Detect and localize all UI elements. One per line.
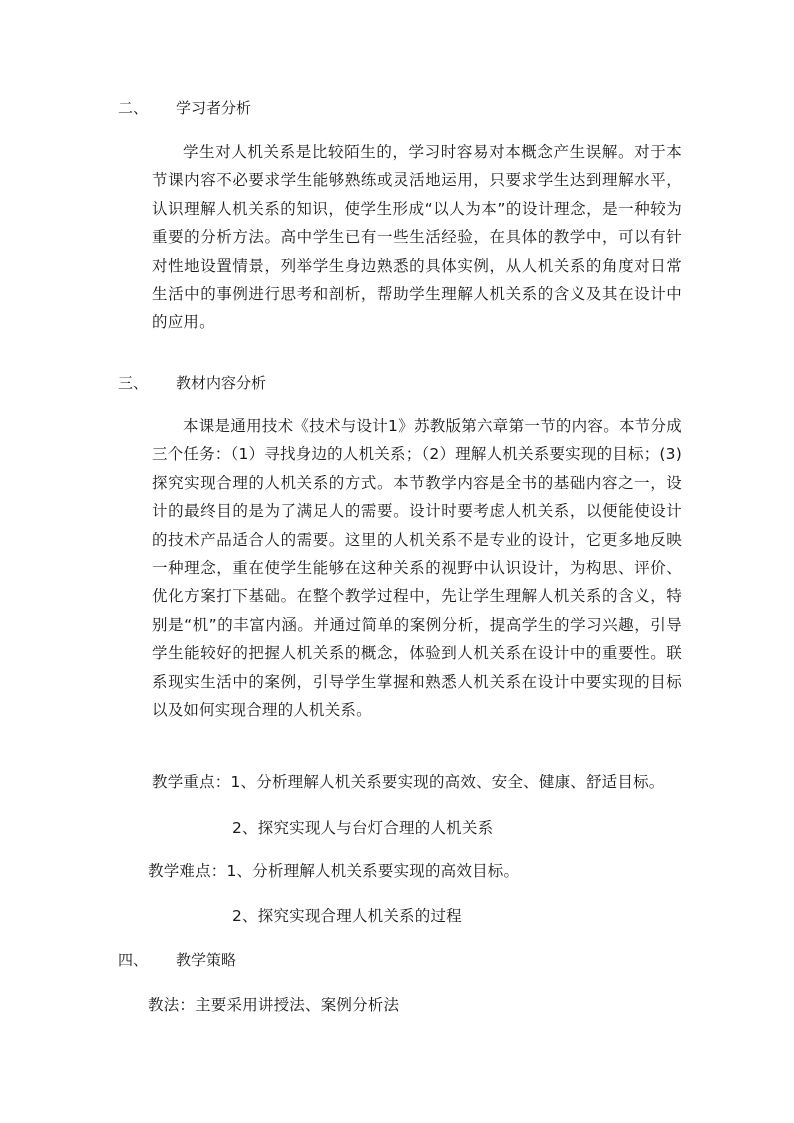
section-title: 学习者分析 <box>176 99 252 117</box>
section-heading-learner-analysis <box>118 98 251 118</box>
section-number: 三、 <box>118 374 149 392</box>
section-number: 四、 <box>118 951 149 969</box>
key-points-line-2: 2、探究实现人与台灯合理的人机关系 <box>232 819 494 837</box>
learner-analysis-paragraph: 学生对人机关系是比较陌生的，学习时容易对本概念产生误解。对于本节课内容不必要求学生能够熟练或灵活地运用，只要求学生达到理解水平，认识理解人机关系的知识，使学生形成“以人为本”的设计理念，是一种较为重要的分析方法。高中学生已有一些生活经验，在具体的教学中，可以有针对性地设置情景，列举学生身边熟悉的具体实例，从人机关系的角度对日常生活中的事例进行思考和剖析，帮助学生理解人机关系的含义及其在设计中的应用。 <box>152 143 682 332</box>
teaching-methods-line: 教法：主要采用讲授法、案例分析法 <box>148 996 400 1014</box>
key-points-line-1: 教学重点：1、分析理解人机关系要实现的高效、安全、健康、舒适目标。 <box>152 773 665 791</box>
content-analysis-paragraph: 本课是通用技术《技术与设计1》苏教版第六章第一节的内容。本节分成三个任务：（1）寻找身边的人机关系；（2）理解人机关系要实现的目标；(3)探究实现合理的人机关系的方式。本节教学内容是全书的基础内容之一，设计的最终目的是为了满足人的需要。设计时要考虑人机关系，以便能使设计的技术产品适合人的需要。这里的人机关系不是专业的设计，它更多地反映一种理念，重在使学生能够在这种关系的视野中认识设计，为构思、评价、优化方案打下基础。在整个教学过程中，先让学生理解人机关系的含义，特别是“机”的丰富内涵。并通过简单的案例分析，提高学生的学习兴趣，引导学生能较好的把握人机关系的概念，体验到人机关系在设计中的重要性。联系现实生活中的案例，引导学生掌握和熟悉人机关系在设计中要实现的目标以及如何实现合理的人机关系。 <box>152 417 682 720</box>
difficulties-line-1: 教学难点：1、分析理解人机关系要实现的高效目标。 <box>148 862 520 880</box>
section-number: 二、 <box>118 99 149 117</box>
section-heading-content-analysis <box>118 373 266 393</box>
section-title: 教材内容分析 <box>176 374 267 392</box>
section-title: 教学策略 <box>176 951 237 969</box>
difficulties-line-2: 2、探究实现合理人机关系的过程 <box>232 907 462 925</box>
section-heading-teaching-strategy <box>118 950 236 970</box>
